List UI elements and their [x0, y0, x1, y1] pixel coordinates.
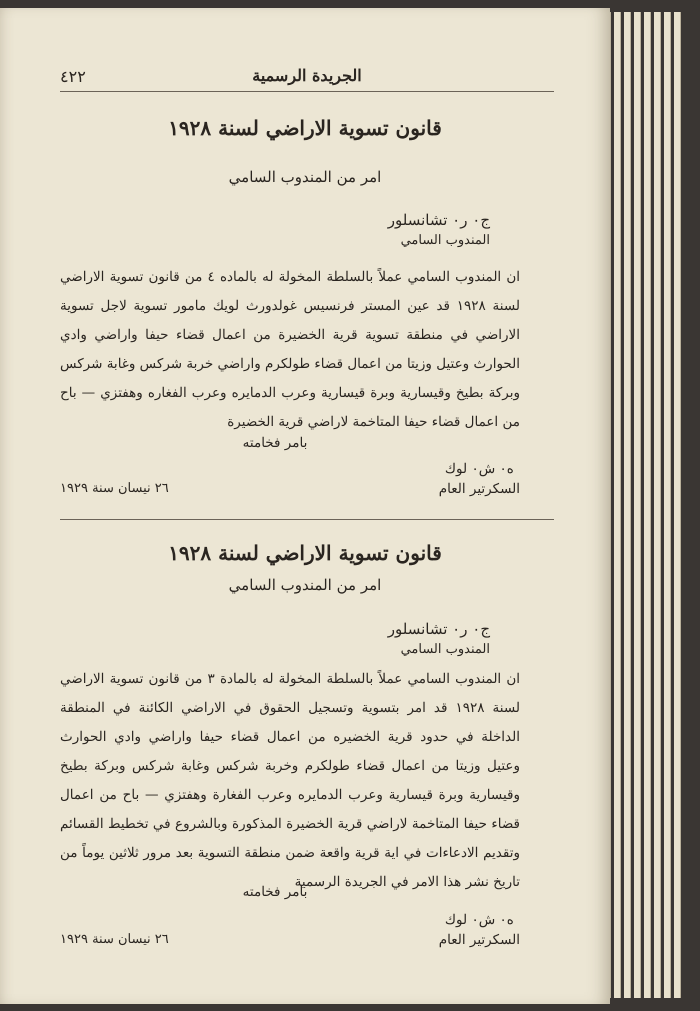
signatory-name: ج٠ ر٠ تشانسلور [387, 620, 490, 638]
section-2-subtitle: امر من المندوب السامي [228, 576, 382, 594]
running-head [60, 63, 554, 92]
section-2-title: قانون تسوية الاراضي لسنة ١٩٢٨ [168, 541, 442, 565]
secretary-role: السكرتير العام [438, 932, 520, 948]
secretary-block [439, 459, 520, 499]
section-2-by-order: بامر فخامته [242, 884, 308, 900]
gazette-page [0, 8, 610, 1004]
section-2-body: ان المندوب السامي عملاً بالسلطة المخولة له بالمادة ٣ من قانون تسوية الاراضي لسنة ١٩٢٨ قد امر بتسوية وتسجيل الحقوق في الاراضي الكائنة في المنطقة الداخلة في حدود قرية الخضيره من اعمال قضاء حيفا واراضي وادي الحوارث وعتيل وزيتا من اعمال قضاء طولكرم وخربة شركس وغابة شركس وبركة بطيخ وقيسارية وبرة قيسارية وعرب الدمايره وعرب الفغارة وهفتزي — باح من اعمال قضاء حيفا المتاخمة لاراضي قرية الخضيرة المذكورة وبالشروع في تخطيط القسائم وتقديم الادعاءات في اية قرية واقعة ضمن منطقة التسوية بعد مرور ثلاثين يوماً من تاريخ نشر هذا الامر في الجريدة الرسمية [60, 671, 520, 890]
date: ٢٦ نيسان سنة ١٩٢٩ [60, 932, 169, 947]
section-1-subtitle: امر من المندوب السامي [228, 168, 382, 186]
section-1-by-order: بامر فخامته [242, 435, 308, 451]
signatory-role: المندوب السامي [400, 642, 490, 657]
signatory-role: المندوب السامي [400, 233, 490, 248]
section-1-signatory [388, 211, 490, 248]
page-edges [600, 12, 692, 998]
section-divider [60, 519, 554, 520]
section-1-footer [60, 459, 520, 503]
secretary-block [439, 910, 520, 950]
signatory-name: ج٠ ر٠ تشانسلور [387, 211, 490, 229]
section-1-body: ان المندوب السامي عملاً بالسلطة المخولة له بالماده ٤ من قانون تسوية الاراضي لسنة ١٩٢٨ قد عين المستر فرنسيس غولدورث لويك مامور تسوية لاجل تسوية الاراضي في منطقة تسوية قرية الخضيرة من اعمال قضاء حيفا واراضي وادي الحوارث وعتيل وزيتا من اعمال قضاء طولكرم واراضي خربة شركس وغابة شركس وبركة بطيخ وقيسارية وبرة قيسارية وعرب الدمايره وعرب الفغاره وهفتزي — باح من اعمال قضاء حيفا المتاخمة لاراضي قرية الخضيرة [60, 269, 520, 430]
journal-title: الجريدة الرسمية [252, 66, 362, 85]
secretary-name: ه٠ ش٠ لوك [444, 912, 514, 928]
section-2-footer [60, 910, 520, 954]
page-number: ٤٢٢ [60, 67, 86, 86]
section-1-title: قانون تسوية الاراضي لسنة ١٩٢٨ [168, 116, 442, 140]
secretary-role: السكرتير العام [438, 481, 520, 497]
date: ٢٦ نيسان سنة ١٩٢٩ [60, 481, 169, 496]
section-2-signatory [388, 620, 490, 657]
secretary-name: ه٠ ش٠ لوك [444, 461, 514, 477]
